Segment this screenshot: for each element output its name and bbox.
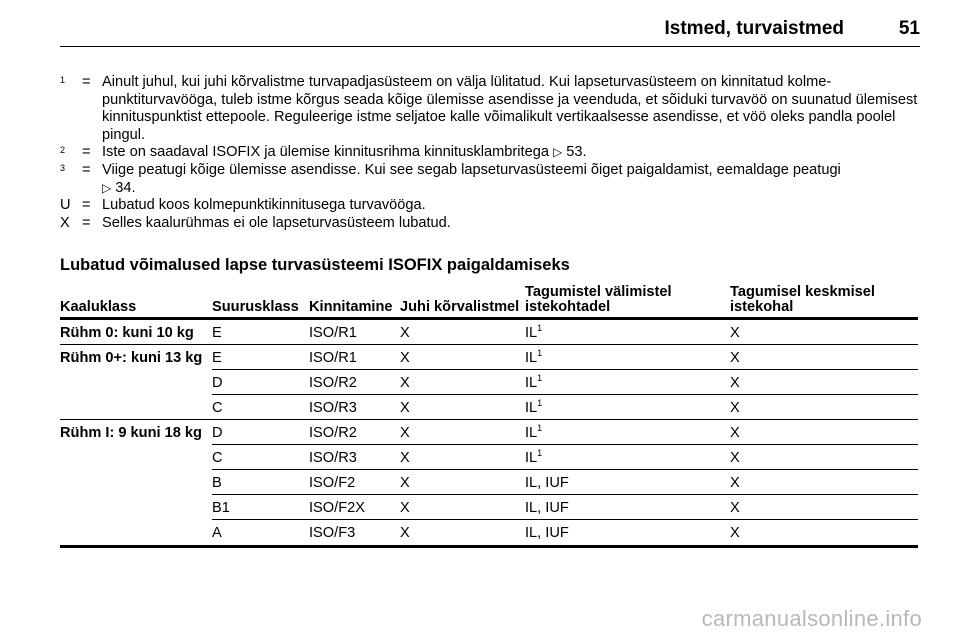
section-title: Lubatud võimalused lapse turvasüsteemi ISOFIX paigaldamiseks (60, 256, 570, 274)
equals-sign: = (82, 214, 91, 231)
header-size-class: Suurusklass (212, 299, 299, 315)
rear-center-cell: X (730, 350, 740, 366)
table-row (60, 395, 918, 420)
fixture-cell: ISO/F2X (309, 500, 365, 516)
page-ref[interactable]: 53. (566, 144, 587, 161)
table-row (60, 445, 918, 470)
footnotes (60, 74, 922, 232)
footnote-ref: 1 (537, 348, 543, 358)
rear-center-cell: X (730, 375, 740, 391)
front-passenger-cell: X (400, 350, 410, 366)
header-front-passenger: Juhi kõrvalistmel (400, 299, 520, 315)
table-body (60, 320, 918, 548)
rear-outer-cell: IL, IUF (525, 525, 569, 541)
size-class-cell: D (212, 425, 223, 441)
footnote-key: 3 (60, 162, 66, 173)
footnote-x (60, 215, 922, 233)
footnote-ref: 1 (537, 323, 543, 333)
fixture-cell: ISO/R2 (309, 375, 357, 391)
fixture-cell: ISO/F2 (309, 475, 356, 491)
front-passenger-cell: X (400, 325, 410, 341)
table-row (60, 420, 918, 445)
rear-center-cell: X (730, 525, 740, 541)
page-ref-arrow-icon: ▷ (553, 145, 563, 160)
size-class-cell: B1 (212, 500, 230, 516)
rear-outer-cell: $IL^1$ (525, 348, 543, 366)
footnote-text: Selles kaalurühmas ei ole lapseturvasüsteem lubatud. (102, 214, 451, 231)
table-row (60, 345, 918, 370)
footnote-2 (60, 144, 922, 162)
rear-center-cell: X (730, 450, 740, 466)
rear-center-cell: X (730, 500, 740, 516)
size-class-cell: A (212, 525, 222, 541)
footnote-ref: 1 (537, 398, 543, 408)
weight-class-cell: Rühm 0+: kuni 13 kg (60, 350, 203, 366)
header-weight-class: Kaaluklass (60, 299, 137, 315)
table-header (60, 282, 918, 320)
rear-outer-cell: $IL^1$ (525, 323, 543, 341)
rear-outer-cell: $IL^1$ (525, 398, 543, 416)
page-number: 51 (898, 18, 920, 39)
fixture-cell: ISO/R3 (309, 400, 357, 416)
equals-sign: = (82, 144, 91, 161)
footnote-key: X (60, 214, 70, 231)
front-passenger-cell: X (400, 450, 410, 466)
footnote-1 (60, 74, 922, 144)
table-row (60, 520, 918, 548)
rear-center-cell: X (730, 425, 740, 441)
footnote-ref: 1 (537, 448, 543, 458)
weight-class-cell: Rühm I: 9 kuni 18 kg (60, 425, 202, 441)
isofix-table (60, 282, 918, 548)
fixture-cell: ISO/R2 (309, 425, 357, 441)
front-passenger-cell: X (400, 400, 410, 416)
page-ref[interactable]: 34. (115, 179, 136, 196)
rear-outer-cell: $IL^1$ (525, 423, 543, 441)
footnote-key: 2 (60, 145, 66, 156)
rear-outer-cell: IL, IUF (525, 475, 569, 491)
rear-outer-cell: IL, IUF (525, 500, 569, 516)
equals-sign: = (82, 197, 91, 214)
header-fixture: Kinnitamine (309, 299, 393, 315)
size-class-cell: E (212, 350, 222, 366)
footnote-u (60, 197, 922, 215)
fixture-cell: ISO/R1 (309, 325, 357, 341)
header-title: Istmed, turvaistmed (664, 18, 844, 39)
header-rear-outer: Tagumistel välimistel istekohtadel (525, 284, 672, 315)
size-class-cell: B (212, 475, 222, 491)
size-class-cell: D (212, 375, 223, 391)
front-passenger-cell: X (400, 425, 410, 441)
page-ref-arrow-icon: ▷ (102, 180, 112, 195)
footnote-3 (60, 162, 922, 197)
table-row (60, 320, 918, 345)
footnote-text: Viige peatugi kõige ülemisse asendisse. Kui see segab lapseturvasüsteemi õiget paigaldamist, eemaldage peatugi (102, 161, 841, 178)
rear-center-cell: X (730, 325, 740, 341)
equals-sign: = (82, 74, 91, 90)
rear-center-cell: X (730, 475, 740, 491)
weight-class-cell: Rühm 0: kuni 10 kg (60, 325, 194, 341)
front-passenger-cell: X (400, 525, 410, 541)
size-class-cell: C (212, 450, 223, 466)
footnote-key: U (60, 197, 71, 214)
footnote-text: Lubatud koos kolmepunktikinnitusega turvavööga. (102, 197, 426, 214)
footnote-ref: 1 (537, 423, 543, 433)
front-passenger-cell: X (400, 500, 410, 516)
rear-outer-cell: $IL^1$ (525, 373, 543, 391)
rear-center-cell: X (730, 400, 740, 416)
table-row (60, 470, 918, 495)
footnote-key: 1 (60, 75, 66, 85)
footnote-text: Ainult juhul, kui juhi kõrvalistme turvapadjasüsteem on välja lülitatud. Kui lapseturvasüsteem on kinnitatud kolme-punktiturvavööga, tuleb istme kõrgus seada kõige ülemisse asendisse ja veenduda, et sõiduki turvavöö on suunatud ülemisest kinnituspunktist ettepoole. Reguleerige istme seljatoe kalle võimalikult vertikaalsesse asendisse, et vöö oleks pandla poolel pingul. (102, 74, 918, 143)
fixture-cell: ISO/R3 (309, 450, 357, 466)
equals-sign: = (82, 161, 91, 178)
fixture-cell: ISO/F3 (309, 525, 356, 541)
header-rear-center: Tagumisel keskmisel istekohal (730, 284, 875, 315)
footnote-text: Iste on saadaval ISOFIX ja ülemise kinnitusrihma kinnitusklambritega (102, 144, 549, 161)
front-passenger-cell: X (400, 475, 410, 491)
footnote-ref: 1 (537, 373, 543, 383)
front-passenger-cell: X (400, 375, 410, 391)
rear-outer-cell: $IL^1$ (525, 448, 543, 466)
table-row (60, 370, 918, 395)
page-header (60, 16, 920, 47)
watermark: carmanualsonline.info (701, 606, 922, 631)
size-class-cell: E (212, 325, 222, 341)
size-class-cell: C (212, 400, 223, 416)
fixture-cell: ISO/R1 (309, 350, 357, 366)
table-row (60, 495, 918, 520)
